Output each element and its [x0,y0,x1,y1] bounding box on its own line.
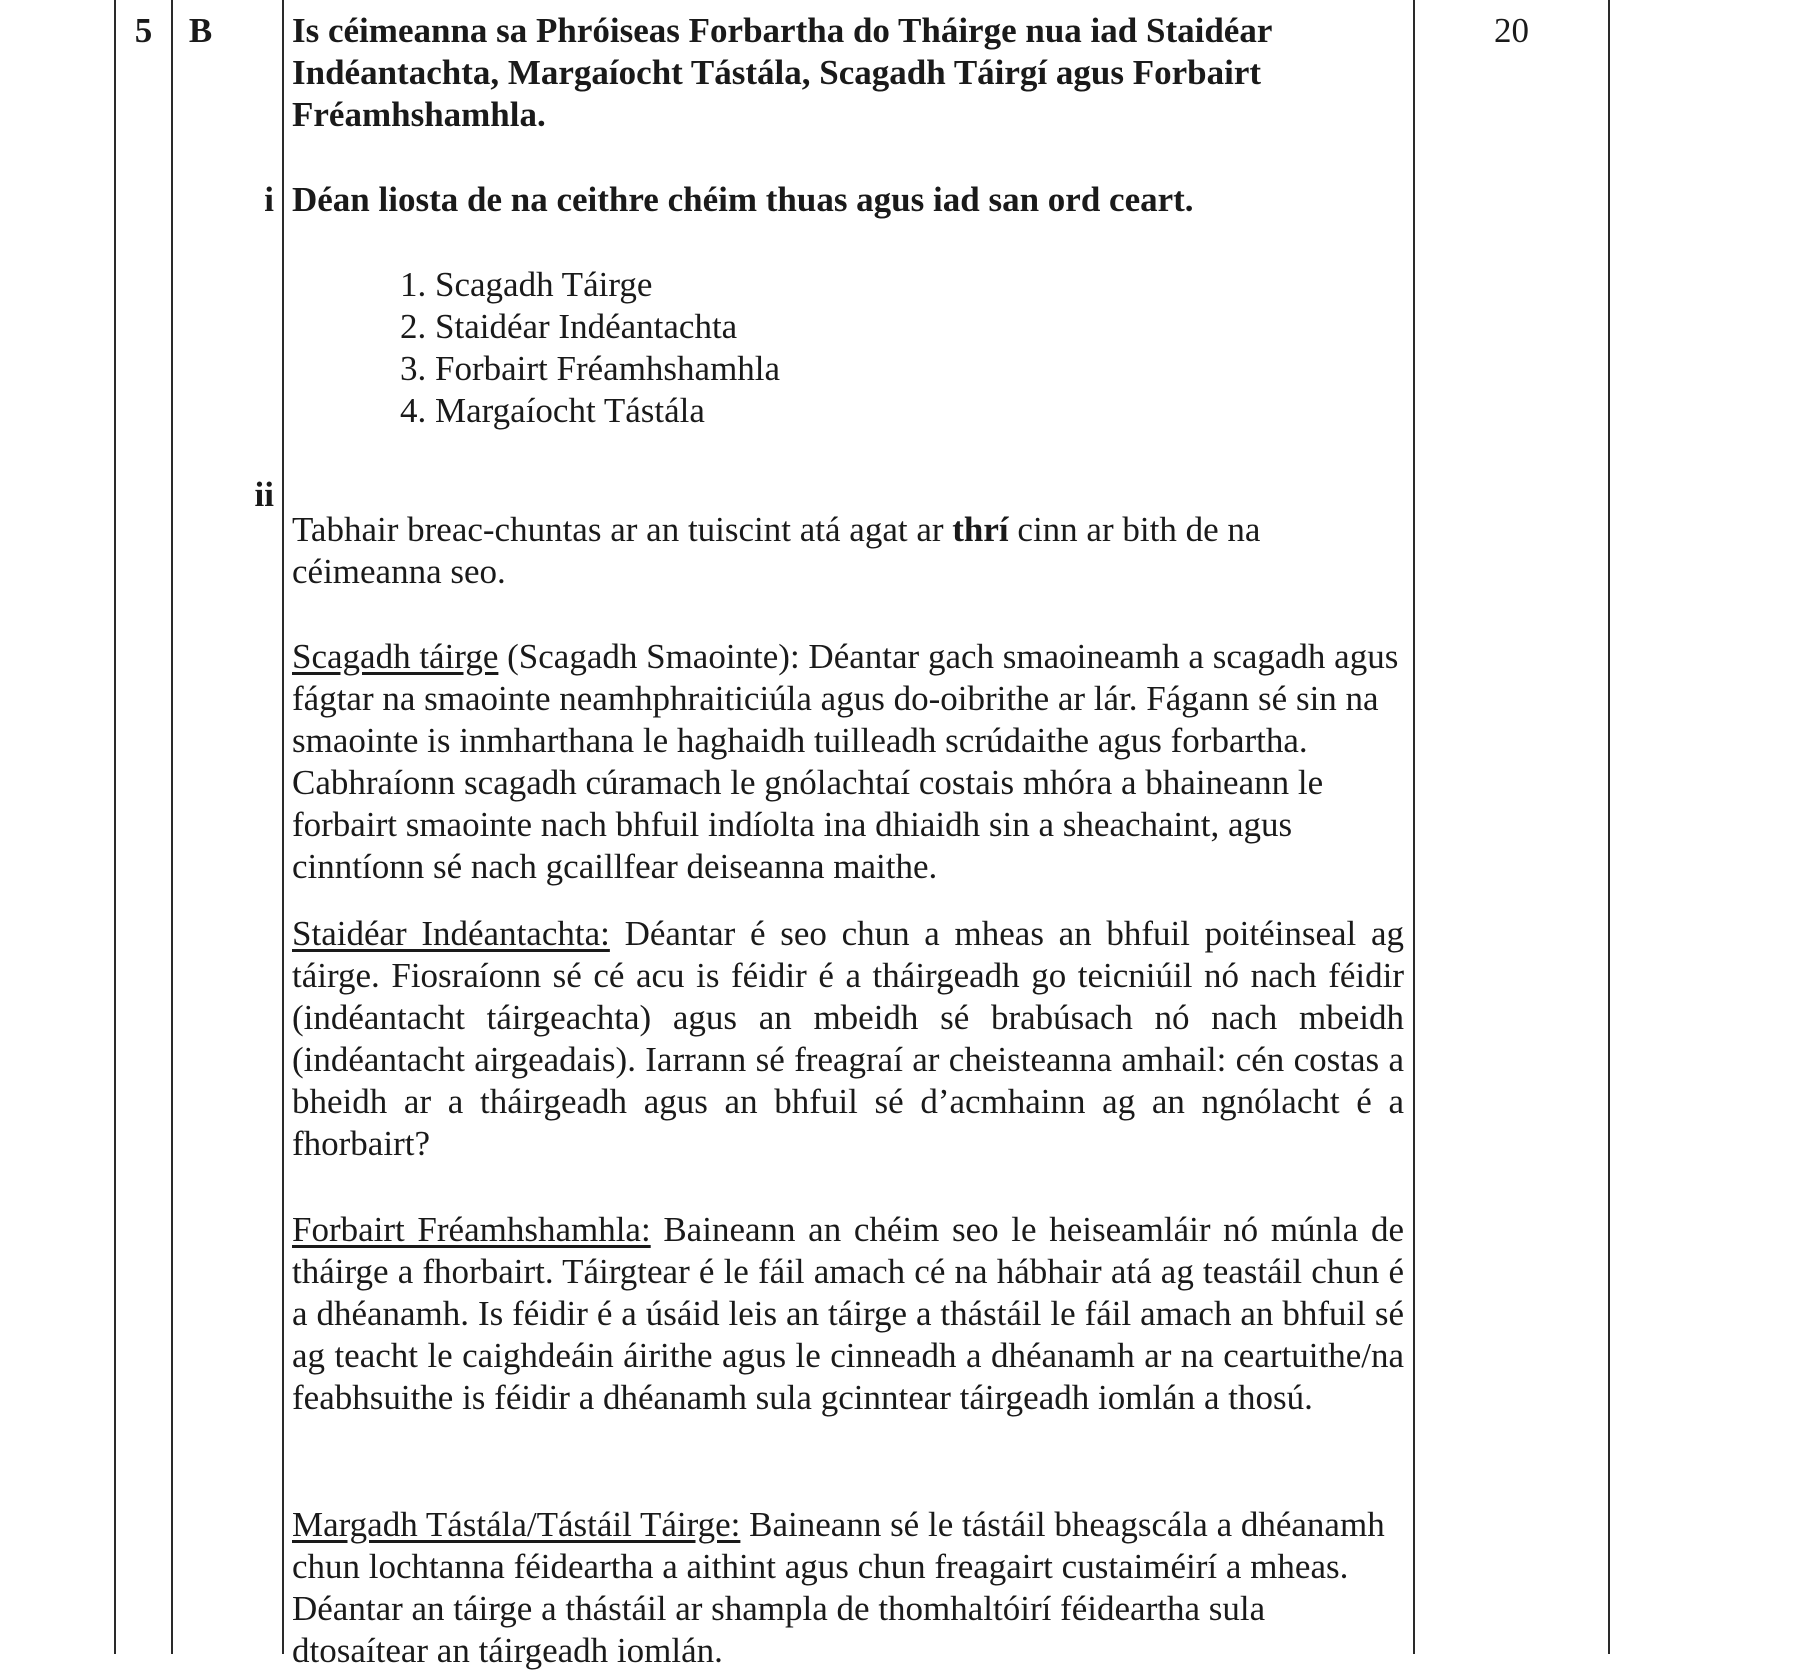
part-ii-prompt-start: Tabhair breac-chuntas ar an tuiscint atá agat ar [292,510,953,549]
table-border-left [114,0,116,1654]
answer-paragraph-feasibility [292,913,1404,1165]
answer-text: Déantar é seo chun a mheas an bhfuil poitéinseal ag táirge. Fiosraíonn sé cé acu is féidir é a tháirgeadh go teicniúil nó nach féidir (indéantacht táirgeachta) agus an mbeidh sé brabúsach nó nach mbeidh (indéantacht airgeadais). Iarrann sé freagraí ar cheisteanna amhail: cén costas a bheidh ar a tháirgeadh agus an bhfuil sé d’acmhainn ag an ngnólacht é a fhorbairt? [292,914,1404,1163]
part-ii-prompt-end: cinn ar bith de na céimeanna seo. [292,510,1261,591]
part-ii-prompt-emphasis: thrí [952,510,1009,549]
question-part: B [188,11,213,50]
ordered-steps-list [400,264,780,432]
marks-value: 20 [1494,11,1529,50]
list-item: 3. Forbairt Fréamhshamhla [400,349,781,388]
question-number: 5 [134,11,153,50]
question-text: Is céimeanna sa Phróiseas Forbartha do Tháirge nua iad Staidéar Indéantachta, Margaíocht Tástála, Scagadh Táirgí agus Forbairt Fréamhshamhla. [292,11,1272,134]
table-divider-marks [1413,0,1415,1654]
answer-text: Baineann sé le tástáil bheagscála a dhéanamh chun lochtanna féideartha a aithint agus chun freagairt custaiméirí a mheas. Déantar an táirge a thástáil ar shampla de thomhaltóirí féideartha sula dtosaítear an táirgeadh iomlán. [292,1505,1385,1670]
answer-paragraph-prototype [292,1209,1404,1419]
answer-paragraph-screening [292,636,1404,888]
list-item: 2. Staidéar Indéantachta [400,307,738,346]
list-item: 1. Scagadh Táirge [400,265,653,304]
sub-question-label-i: i [264,180,274,219]
answer-heading: Margadh Tástála/Tástáil Táirge: [292,1505,741,1544]
answer-heading: Scagadh táirge [292,637,499,676]
answer-text: Baineann an chéim seo le heiseamláir nó múnla de tháirge a fhorbairt. Táirgtear é le fáil amach cé na hábhair atá ag teastáil chun é a dhéanamh. Is féidir é a úsáid leis an táirge a thástáil le fáil amach an bhfuil sé ag teacht le caighdeáin áirithe agus le cinneadh a dhéanamh ar na ceartuithe/na feabhsuithe is féidir a dhéanamh sula gcinntear táirgeadh iomlán a thosú. [292,1210,1404,1417]
table-divider-question-number [171,0,173,1654]
answer-paragraph-test-marketing [292,1504,1404,1672]
table-divider-sub-label [282,0,284,1654]
list-item: 4. Margaíocht Tástála [400,391,705,430]
answer-heading: Forbairt Fréamhshamhla: [292,1210,651,1249]
table-border-right [1608,0,1610,1654]
part-ii-prompt [292,509,1404,593]
answer-text: (Scagadh Smaointe): Déantar gach smaoineamh a scagadh agus fágtar na smaointe neamhphraiticiúla agus do-oibrithe ar lár. Fágann sé sin na smaointe is inmharthana le haghaidh tuilleadh scrúdaithe agus forbartha. Cabhraíonn scagadh cúramach le gnólachtaí costais mhóra a bhaineann le forbairt smaointe nach bhfuil indíolta ina dhiaidh sin a sheachaint, agus cinntíonn sé nach gcaillfear deiseanna maithe. [292,637,1399,886]
sub-question-label-ii: ii [254,475,274,514]
part-i-prompt: Déan liosta de na ceithre chéim thuas agus iad san ord ceart. [292,180,1194,219]
answer-heading: Staidéar Indéantachta: [292,914,610,953]
